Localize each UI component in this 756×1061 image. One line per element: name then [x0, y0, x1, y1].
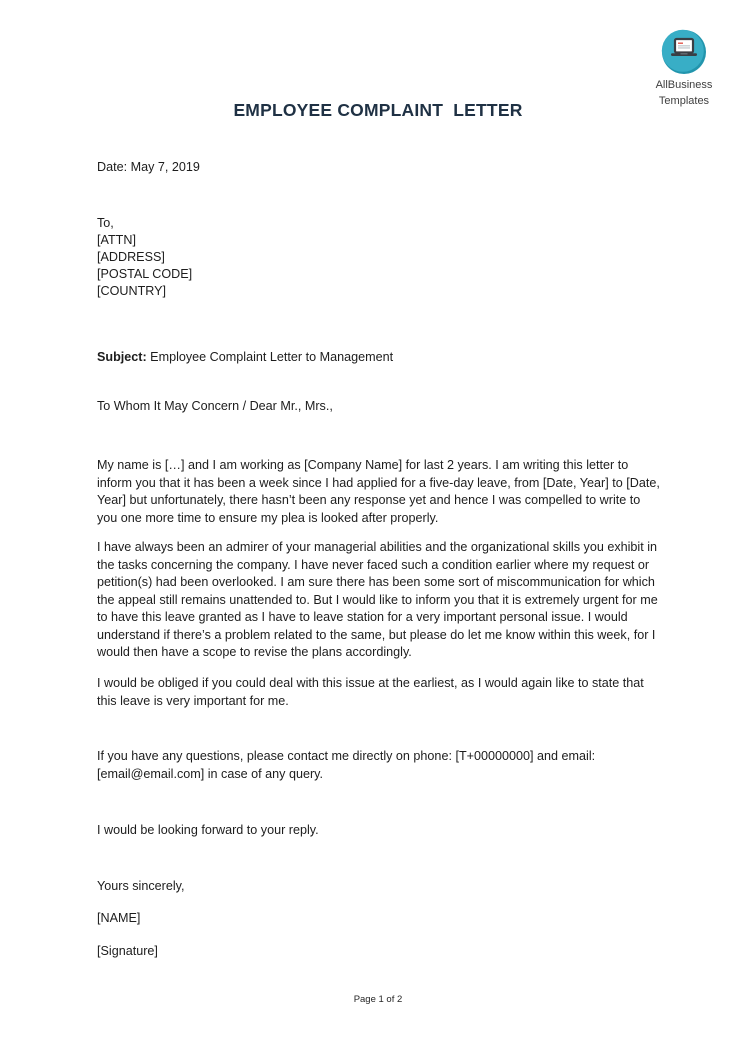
laptop-icon	[648, 28, 720, 76]
recipient-line-attn: [ATTN]	[97, 233, 136, 247]
recipient-line-address: [ADDRESS]	[97, 250, 165, 264]
page-number-indicator: Page 1 of 2	[353, 994, 403, 1005]
body-paragraph: I would be obliged if you could deal with this issue at the earliest, as I would again like to state that this leave is very important for me.	[97, 676, 644, 708]
subject-label: Subject:	[97, 350, 147, 364]
greeting-line: To Whom It May Concern / Dear Mr., Mrs.,	[97, 399, 333, 413]
date-line: Date: May 7, 2019	[97, 160, 200, 174]
body-paragraph: I would be looking forward to your reply.	[97, 823, 319, 837]
recipient-line-postal-code: [POSTAL CODE]	[97, 267, 193, 281]
body-paragraph: I have always been an admirer of your managerial abilities and the organizational skills you exhibit in the tasks concerning the company. I have never faced such a condition earlier where my request or petition(s) had been overlooked. I am sure there has been some sort of miscommunication for which the appeal still remains unattended to. But I would like to inform you that it is extremely urgent for me to have this leave granted as I have to leave station for a very important personal issue. I would understand if there’s a problem related to the same, but please do let me know within this week, for I would then have a scope to revise the plans accordingly.	[97, 540, 658, 659]
recipient-line-country: [COUNTRY]	[97, 284, 167, 298]
valediction-line: Yours sincerely,	[97, 879, 185, 893]
body-paragraph: My name is […] and I am working as [Company Name] for last 2 years. I am writing this letter to inform you that it has been a week since I had applied for a five-day leave, from [Date, Year] to [Date, Year] but unfortunately, there hasn’t been any response yet and hence I was compelled to write to you one more time to ensure my plea is looked after properly.	[97, 458, 660, 525]
subject-line	[97, 349, 660, 367]
subject-text: Employee Complaint Letter to Management	[146, 350, 394, 364]
logo-brand-line2: Templates	[658, 95, 710, 107]
recipient-block	[97, 215, 660, 300]
logo-brand-line1: AllBusiness	[655, 79, 713, 91]
page-title: EMPLOYEE COMPLAINT LETTER	[233, 100, 523, 120]
sender-name-placeholder: [NAME]	[97, 911, 141, 925]
body-paragraph: If you have any questions, please contact me directly on phone: [T+00000000] and email: [email@email.com] in case of any query.	[97, 749, 596, 781]
recipient-line-to: To,	[97, 216, 114, 230]
signature-placeholder: [Signature]	[97, 944, 158, 958]
allbusiness-templates-logo	[648, 28, 720, 108]
